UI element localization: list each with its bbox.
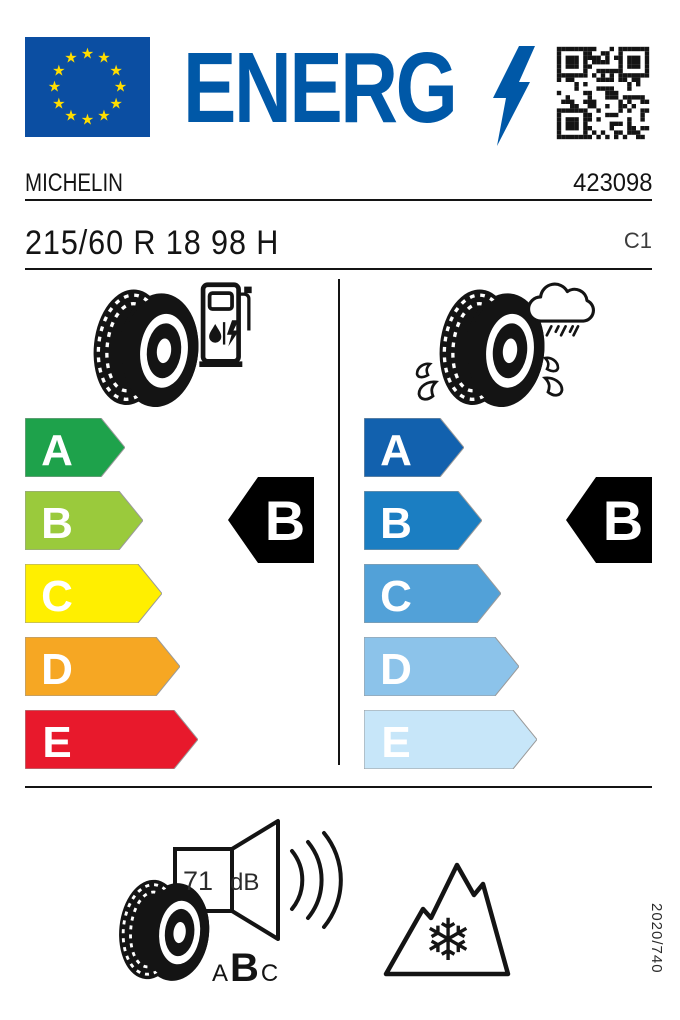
divider-top	[25, 199, 652, 201]
wet-grip-rating-indicator	[566, 477, 652, 563]
eu-star-icon: ★	[64, 107, 78, 125]
divider-size	[25, 268, 652, 270]
svg-text:D: D	[41, 645, 73, 694]
regulation-number: 2020/740	[648, 903, 665, 974]
wet-grip-class-C	[364, 564, 501, 623]
column-divider	[338, 279, 340, 765]
eu-star-icon: ★	[80, 45, 95, 63]
lightning-bolt-icon	[489, 46, 535, 146]
eu-star-icon: ★	[52, 62, 66, 79]
fuel-pump-icon	[197, 281, 254, 367]
eu-star-icon: ★	[109, 62, 123, 79]
snowflake-mountain-icon	[378, 848, 514, 980]
svg-text:E: E	[381, 718, 411, 767]
eu-star-icon: ★	[97, 107, 111, 125]
noise-value: 71	[183, 866, 214, 896]
svg-text:B: B	[41, 499, 73, 548]
eu-star-icon: ★	[113, 78, 128, 96]
tire-class: C1	[623, 228, 652, 253]
tire-size: 215/60 R 18 98 H	[25, 224, 280, 262]
noise-class-letters	[212, 948, 280, 988]
noise-unit: dB	[230, 869, 260, 896]
fuel-efficiency-class-C	[25, 564, 162, 623]
eu-star-icon: ★	[52, 95, 66, 112]
svg-text:A: A	[380, 426, 412, 475]
svg-text:C: C	[41, 572, 73, 621]
tire-icon	[90, 287, 204, 411]
fuel-efficiency-class-D	[25, 637, 180, 696]
energy-logo-text: ENERG	[183, 32, 456, 144]
wet-grip-rating-value: B	[602, 489, 644, 552]
rain-cloud-icon	[521, 280, 603, 346]
eu-star-icon: ★	[64, 49, 78, 67]
label-number: 423098	[572, 169, 652, 197]
eu-flag	[25, 37, 150, 137]
noise-class-B: B	[230, 946, 261, 990]
water-splash-icon	[415, 362, 451, 408]
snowflake-glyph: ❄	[423, 906, 473, 974]
eu-star-icon: ★	[97, 49, 111, 67]
fuel-efficiency-class-E	[25, 710, 198, 769]
svg-text:D: D	[380, 645, 412, 694]
fuel-rating-value: B	[264, 489, 306, 552]
noise-class-C: C	[260, 960, 281, 987]
fuel-efficiency-class-B	[25, 491, 143, 550]
wet-grip-class-A	[364, 418, 464, 477]
brand-name: MICHELIN	[25, 169, 123, 197]
wet-grip-class-B	[364, 491, 482, 550]
eu-star-icon: ★	[47, 78, 62, 96]
wet-grip-class-D	[364, 637, 519, 696]
water-splash-icon	[524, 356, 566, 404]
svg-text:C: C	[380, 572, 412, 621]
svg-text:E: E	[42, 718, 72, 767]
fuel-efficiency-class-A	[25, 418, 125, 477]
svg-text:A: A	[41, 426, 73, 475]
svg-text:B: B	[380, 499, 412, 548]
qr-code	[548, 38, 658, 148]
divider-bottom	[25, 786, 652, 788]
eu-star-icon: ★	[80, 111, 95, 129]
wet-grip-class-E	[364, 710, 537, 769]
fuel-rating-indicator	[228, 477, 314, 563]
noise-class-A: A	[212, 960, 231, 987]
eu-star-icon: ★	[109, 95, 123, 112]
